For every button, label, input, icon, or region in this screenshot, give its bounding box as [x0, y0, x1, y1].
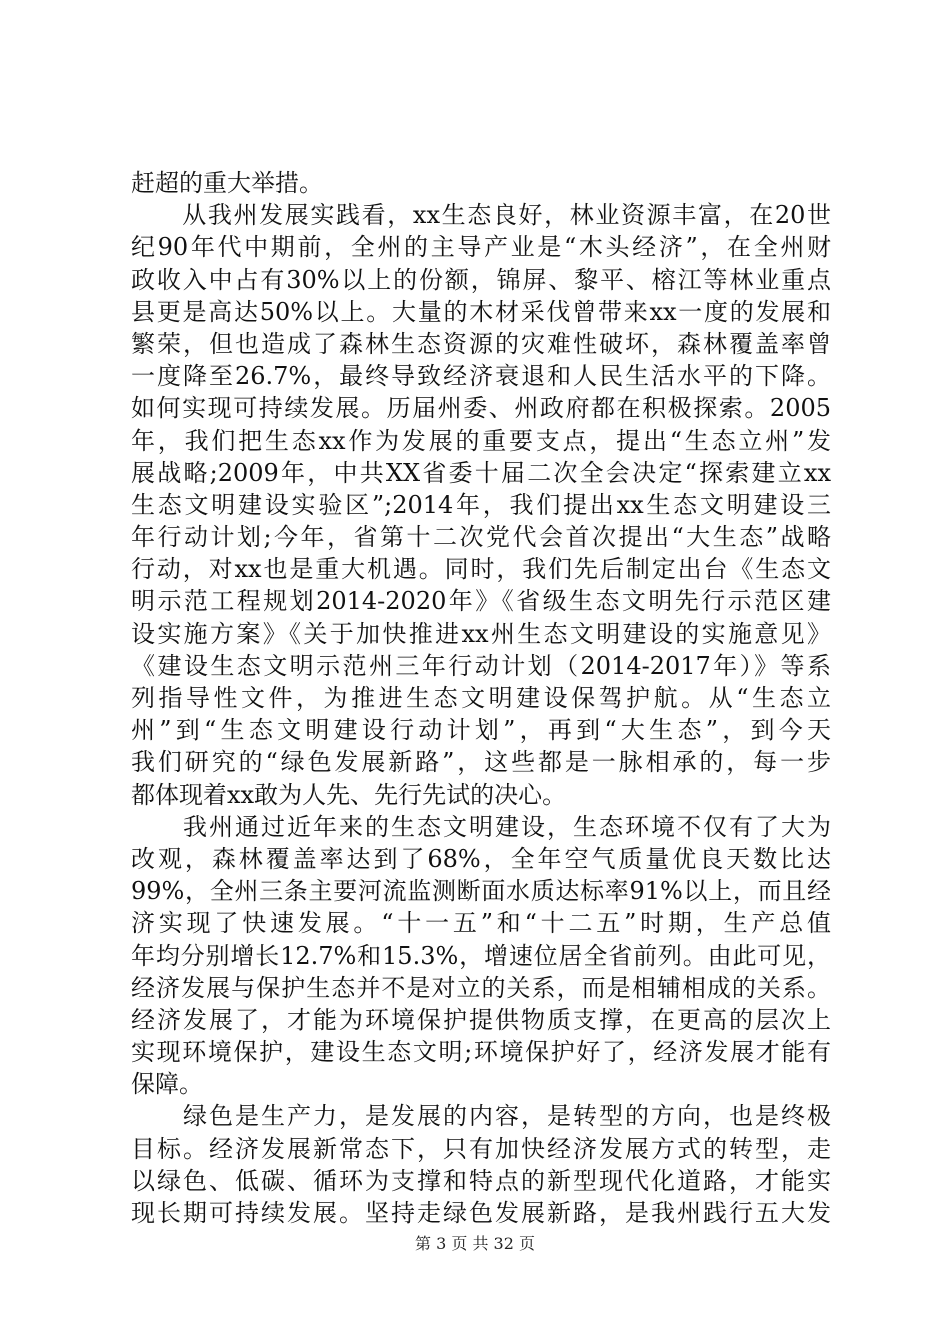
text-line: 明示范工程规划2014-2020年》《省级生态文明先行示范区建 — [131, 587, 831, 616]
text-line: 保障。 — [131, 1070, 203, 1099]
text-line: 改观，森林覆盖率达到了68%，全年空气质量优良天数比达 — [131, 844, 831, 873]
text-line: 《建设生态文明示范州三年行动计划（2014-2017年）》等系 — [131, 651, 831, 680]
text-line: 99%，全州三条主要河流监测断面水质达标率91%以上，而且经 — [131, 877, 831, 906]
text-line: 设实施方案》《关于加快推进xx州生态文明建设的实施意见》 — [131, 619, 831, 648]
text-line: 经济发展与保护生态并不是对立的关系，而是相辅相成的关系。 — [131, 973, 831, 1002]
text-line: 年，我们把生态xx作为发展的重要支点，提出“生态立州”发 — [131, 426, 831, 455]
text-line: 展战略;2009年，中共XX省委十届二次全会决定“探索建立xx — [131, 458, 831, 487]
text-line: 现长期可持续发展。坚持走绿色发展新路，是我州践行五大发 — [131, 1199, 831, 1227]
text-line: 我们研究的“绿色发展新路”，这些都是一脉相承的，每一步 — [131, 748, 831, 777]
text-line: 列指导性文件，为推进生态文明建设保驾护航。从“生态立 — [131, 684, 831, 712]
text-line: 济实现了快速发展。“十一五”和“十二五”时期，生产总值 — [131, 909, 831, 938]
text-line: 从我州发展实践看，xx生态良好，林业资源丰富，在20世 — [131, 201, 831, 230]
text-line: 绿色是生产力，是发展的内容，是转型的方向，也是终极 — [131, 1102, 831, 1131]
page-footer: 第 3 页 共 32 页 — [415, 1234, 535, 1253]
text-line: 行动，对xx也是重大机遇。同时，我们先后制定出台《生态文 — [131, 555, 831, 584]
text-line: 都体现着xx敢为人先、先行先试的决心。 — [131, 780, 567, 809]
text-line: 经济发展了，才能为环境保护提供物质支撑，在更高的层次上 — [131, 1005, 831, 1034]
text-line: 生态文明建设实验区”;2014年，我们提出xx生态文明建设三 — [131, 490, 831, 519]
text-line: 州”到“生态文明建设行动计划”，再到“大生态”，到今天 — [131, 716, 831, 745]
text-line: 年均分别增长12.7%和15.3%，增速位居全省前列。由此可见， — [131, 941, 831, 970]
body-text — [131, 167, 831, 1229]
text-line: 以绿色、低碳、循环为支撑和特点的新型现代化道路，才能实 — [131, 1166, 831, 1195]
text-line: 实现环境保护，建设生态文明;环境保护好了，经济发展才能有 — [131, 1038, 831, 1067]
text-line: 一度降至26.7%，最终导致经济衰退和人民生活水平的下降。 — [131, 362, 831, 391]
text-line: 年行动计划;今年，省第十二次党代会首次提出“大生态”战略 — [131, 523, 831, 552]
text-line: 如何实现可持续发展。历届州委、州政府都在积极探索。2005 — [131, 394, 831, 423]
text-line: 政收入中占有30%以上的份额，锦屏、黎平、榕江等林业重点 — [131, 265, 831, 294]
text-line: 县更是高达50%以上。大量的木材采伐曾带来xx一度的发展和 — [131, 297, 831, 326]
text-line: 目标。经济发展新常态下，只有加快经济发展方式的转型，走 — [131, 1134, 831, 1163]
text-line: 繁荣，但也造成了森林生态资源的灾难性破坏，森林覆盖率曾 — [131, 329, 831, 358]
text-line: 纪90年代中期前，全州的主导产业是“木头经济”，在全州财 — [131, 233, 831, 262]
text-line: 赶超的重大举措。 — [131, 169, 323, 197]
text-line: 我州通过近年来的生态文明建设，生态环境不仅有了大为 — [131, 812, 831, 841]
